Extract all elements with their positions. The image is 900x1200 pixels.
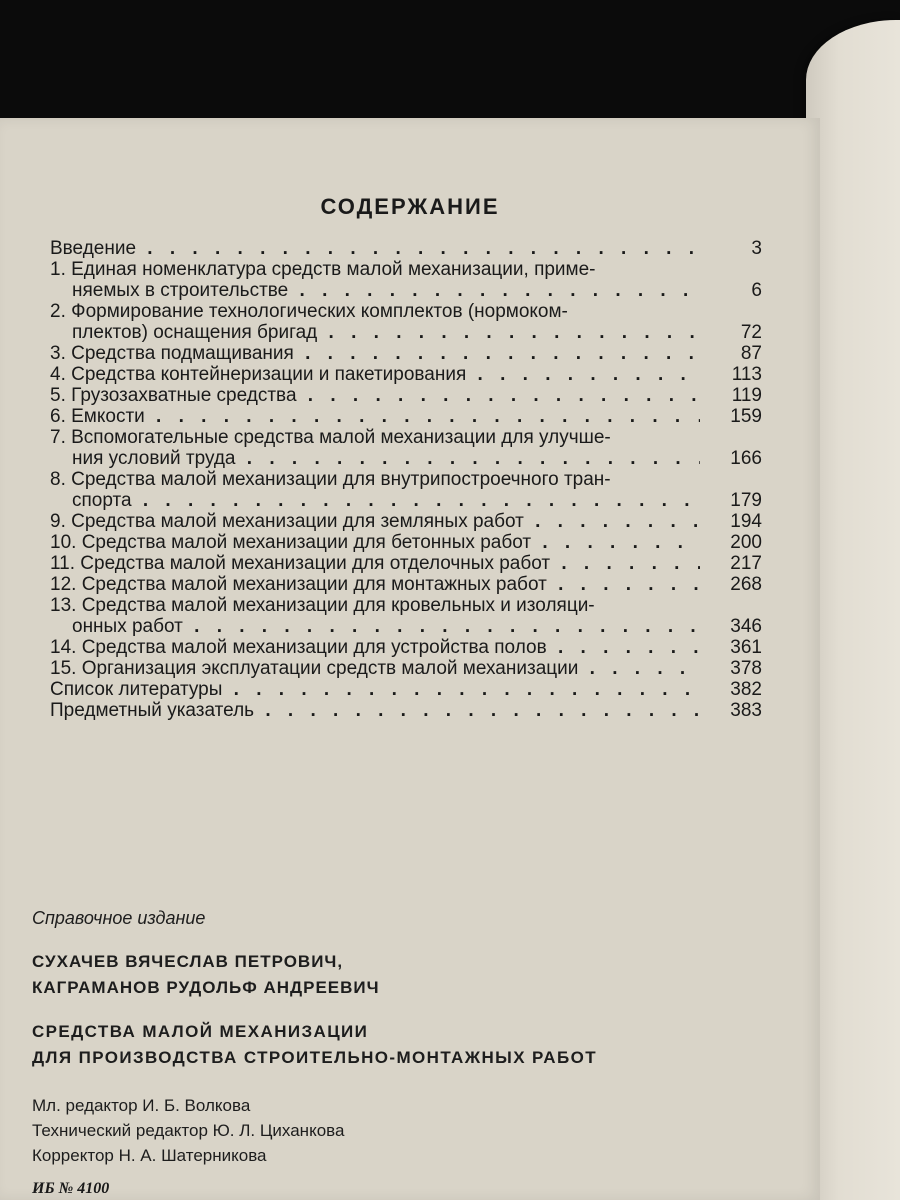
toc-page-number: 382: [730, 679, 762, 700]
toc-entry-text: Введение . .: [50, 238, 700, 259]
toc-entry: [50, 364, 762, 385]
toc-entry-text: 7. Вспомогательные средства малой механизации для улучше-: [50, 427, 611, 448]
toc-entry-text: плектов) оснащения бригад . .: [50, 322, 700, 343]
toc-entry: [50, 637, 762, 658]
toc-entry-text: Список литературы . .: [50, 679, 700, 700]
ib-number: ИБ № 4100: [32, 1180, 110, 1197]
toc-entry-text: 12. Средства малой механизации для монтажных работ . .: [50, 574, 700, 595]
toc-entry-text: 13. Средства малой механизации для кровельных и изоляци-: [50, 595, 595, 616]
toc-entry: [50, 553, 762, 574]
toc-entry: [50, 343, 762, 364]
toc-entry-text: онных работ . .: [50, 616, 700, 637]
toc-entry-text: 6. Емкости . .: [50, 406, 700, 427]
toc-page-number: 378: [730, 658, 762, 679]
toc-page-number: 268: [730, 574, 762, 595]
toc-entry: [50, 427, 762, 469]
toc-entry-text: ния условий труда . .: [50, 448, 700, 469]
toc-page-number: 159: [730, 406, 762, 427]
book-title: [32, 1019, 792, 1071]
book-title-line: ДЛЯ ПРОИЗВОДСТВА СТРОИТЕЛЬНО-МОНТАЖНЫХ РАБОТ: [32, 1048, 598, 1067]
table-of-contents: [50, 238, 762, 721]
toc-page-number: 87: [740, 343, 762, 364]
staff-line: Мл. редактор И. Б. Волкова: [32, 1096, 251, 1115]
toc-entry-text: 3. Средства подмащивания . .: [50, 343, 700, 364]
book-page: [0, 118, 820, 1200]
facing-page-edge: [806, 20, 900, 1200]
toc-entry-text: 15. Организация эксплуатации средств малой механизации . .: [50, 658, 700, 679]
toc-entry: [50, 238, 762, 259]
author-name: КАГРАМАНОВ РУДОЛЬФ АНДРЕЕВИЧ: [32, 978, 380, 997]
toc-page-number: 179: [730, 490, 762, 511]
imprint-block: [32, 908, 792, 1168]
toc-page-number: 3: [751, 238, 762, 259]
toc-page-number: 200: [730, 532, 762, 553]
toc-entry-text: 9. Средства малой механизации для земляных работ . .: [50, 511, 700, 532]
toc-entry: [50, 385, 762, 406]
toc-entry-text: Предметный указатель . .: [50, 700, 700, 721]
edition-type: Справочное издание: [32, 908, 206, 928]
toc-entry: [50, 574, 762, 595]
toc-entry-text: 14. Средства малой механизации для устройства полов . .: [50, 637, 700, 658]
toc-entry-text: 1. Единая номенклатура средств малой механизации, приме-: [50, 259, 596, 280]
toc-entry: [50, 679, 762, 700]
toc-page-number: 6: [751, 280, 762, 301]
toc-page-number: 194: [730, 511, 762, 532]
toc-entry-text: 4. Средства контейнеризации и пакетирования . .: [50, 364, 700, 385]
toc-page-number: 113: [731, 364, 762, 385]
toc-entry: [50, 259, 762, 301]
toc-page-number: 217: [730, 553, 762, 574]
toc-entry-text: 10. Средства малой механизации для бетонных работ . .: [50, 532, 700, 553]
toc-page-number: 361: [730, 637, 762, 658]
toc-entry: [50, 532, 762, 553]
staff-line: Технический редактор Ю. Л. Циханкова: [32, 1121, 345, 1140]
toc-entry: [50, 406, 762, 427]
authors: [32, 949, 792, 1001]
staff-line: Корректор Н. А. Шатерникова: [32, 1146, 267, 1165]
toc-page-number: 72: [740, 322, 762, 343]
book-title-line: СРЕДСТВА МАЛОЙ МЕХАНИЗАЦИИ: [32, 1022, 369, 1041]
toc-entry: [50, 469, 762, 511]
toc-page-number: 346: [730, 616, 762, 637]
author-name: СУХАЧЕВ ВЯЧЕСЛАВ ПЕТРОВИЧ,: [32, 952, 344, 971]
toc-entry-text: спорта . .: [50, 490, 700, 511]
toc-entry: [50, 595, 762, 637]
toc-entry: [50, 658, 762, 679]
toc-page-number: 383: [730, 700, 762, 721]
toc-entry-text: 5. Грузозахватные средства . .: [50, 385, 700, 406]
toc-page-number: 166: [730, 448, 762, 469]
toc-entry-text: 8. Средства малой механизации для внутрипостроечного тран-: [50, 469, 611, 490]
toc-entry-text: няемых в строительстве . .: [50, 280, 700, 301]
toc-entry: [50, 301, 762, 343]
toc-entry: [50, 511, 762, 532]
toc-page-number: 119: [731, 385, 762, 406]
toc-entry: [50, 700, 762, 721]
editorial-staff: [32, 1093, 792, 1168]
toc-entry-text: 11. Средства малой механизации для отделочных работ . .: [50, 553, 700, 574]
toc-title: СОДЕРЖАНИЕ: [320, 194, 500, 219]
toc-entry-text: 2. Формирование технологических комплектов (нормоком-: [50, 301, 568, 322]
